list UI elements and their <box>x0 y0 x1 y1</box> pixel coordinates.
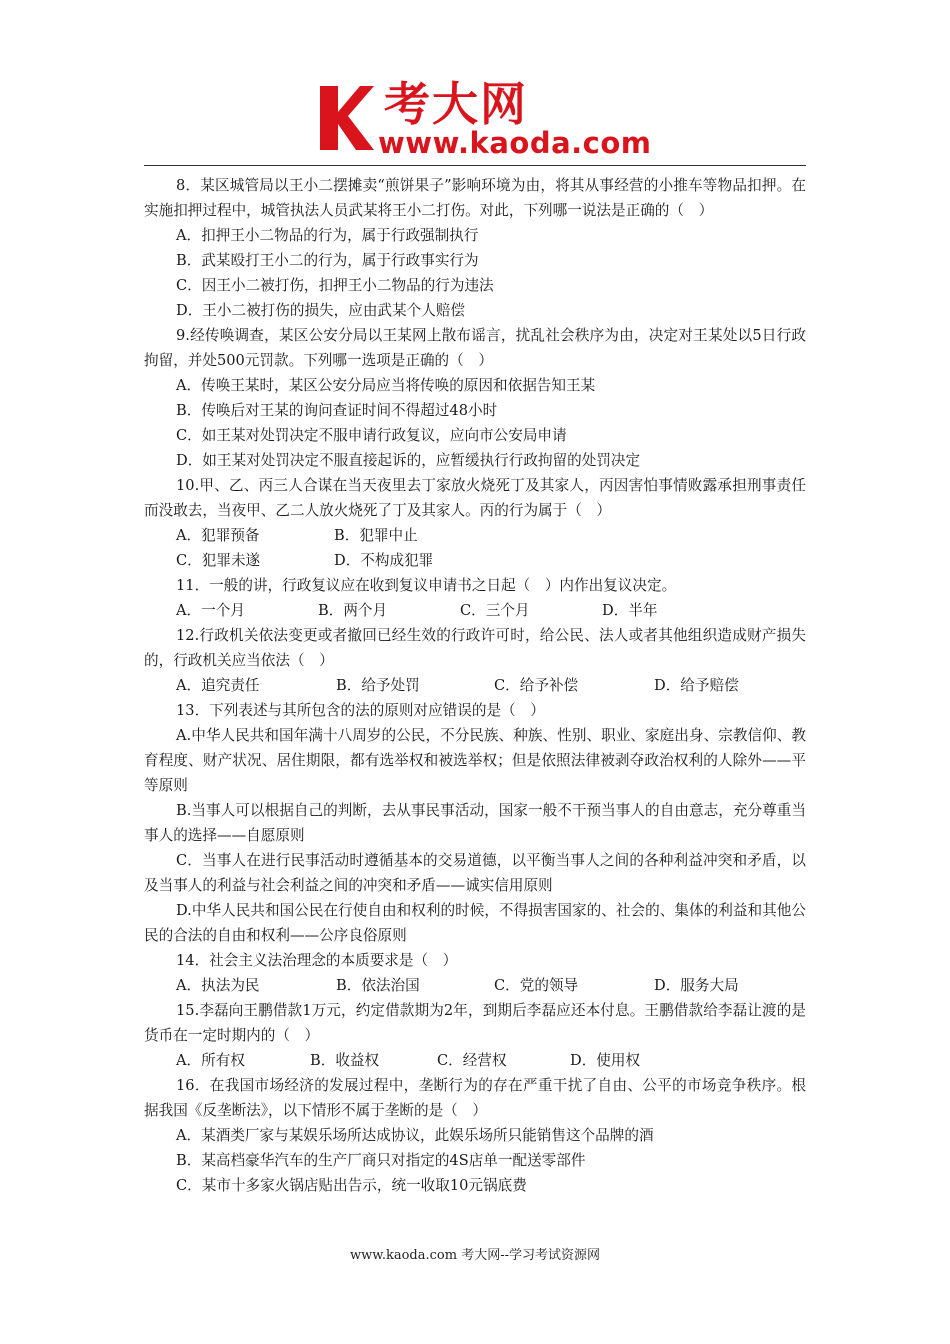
option-a: A．某酒类厂家与某娱乐场所达成协议，此娱乐场所只能销售这个品牌的酒 <box>176 1127 654 1144</box>
option-c: C．给予补偿 <box>494 677 579 694</box>
question-stem: 9.经传唤调查，某区公安分局以王某网上散布谣言，扰乱社会秩序为由，决定对王某处以5日行政拘留，并处500元罚款。下列哪一选项是正确的（ ） <box>144 327 806 369</box>
question-14 <box>144 948 806 998</box>
question-stem: 15.李磊向王鹏借款1万元，约定借款期为2年，到期后李磊应还本付息。王鹏借款给李磊让渡的是货币在一定时期内的（ ） <box>144 1002 806 1044</box>
option-a: A．执法为民 <box>176 977 260 994</box>
question-11 <box>144 573 806 623</box>
option-a: A.中华人民共和国年满十八周岁的公民，不分民族、种族、性别、职业、家庭出身、宗教信仰、教育程度、财产状况、居住期限，都有选举权和被选举权；但是依照法律被剥夺政治权利的人除外——平等原则 <box>144 727 806 794</box>
option-b: B．传唤后对王某的询问查证时间不得超过48小时 <box>176 402 498 419</box>
option-row <box>144 598 806 623</box>
option-c: C．因王小二被打伤，扣押王小二物品的行为违法 <box>176 277 494 294</box>
option-d: D．使用权 <box>570 1052 641 1069</box>
question-9 <box>144 323 806 473</box>
question-stem: 11．一般的讲，行政复议应在收到复议申请书之日起（ ）内作出复议决定。 <box>176 577 677 594</box>
option-b: B．武某殴打王小二的行为，属于行政事实行为 <box>176 252 479 269</box>
option-c: C．党的领导 <box>494 977 579 994</box>
option-b: B．某高档豪华汽车的生产厂商只对指定的4S店单一配送零部件 <box>176 1152 586 1169</box>
question-13 <box>144 698 806 948</box>
option-b: B．给予处罚 <box>336 677 420 694</box>
question-16 <box>144 1073 806 1198</box>
option-c: C．如王某对处罚决定不服申请行政复议，应向市公安局申请 <box>176 427 567 444</box>
option-c: C．某市十多家火锅店贴出告示，统一收取10元锅底费 <box>176 1177 527 1194</box>
question-stem: 8．某区城管局以王小二摆摊卖“煎饼果子”影响环境为由，将其从事经营的小推车等物品扣押。在实施扣押过程中，城管执法人员武某将王小二打伤。对此，下列哪一说法是正确的（ ） <box>144 177 806 219</box>
option-a: A．传唤王某时，某区公安分局应当将传唤的原因和依据告知王某 <box>176 377 596 394</box>
question-10 <box>144 473 806 573</box>
question-8 <box>144 173 806 323</box>
option-row <box>144 523 806 548</box>
option-a: A．追究责任 <box>176 677 260 694</box>
option-c: C．三个月 <box>460 602 530 619</box>
option-d: D．如王某对处罚决定不服直接起诉的，应暂缓执行行政拘留的处罚决定 <box>176 452 641 469</box>
option-a: A．一个月 <box>176 602 245 619</box>
option-b: B．犯罪中止 <box>334 527 418 544</box>
question-stem: 14．社会主义法治理念的本质要求是（ ） <box>176 952 458 969</box>
question-stem: 10.甲、乙、丙三人合谋在当天夜里去丁家放火烧死丁及其家人，丙因害怕事情败露承担刑事责任而没敢去，当夜甲、乙二人放火烧死了丁及其家人。丙的行为属于（ ） <box>144 477 806 519</box>
logo-url-text: www.kaoda.com <box>378 126 652 160</box>
option-d: D．不构成犯罪 <box>334 552 434 569</box>
question-15 <box>144 998 806 1073</box>
option-c: C．当事人在进行民事活动时遵循基本的交易道德，以平衡当事人之间的各种利益冲突和矛盾，以及当事人的利益与社会利益之间的冲突和矛盾——诚实信用原则 <box>144 852 806 894</box>
option-d: D．王小二被打伤的损失，应由武某个人赔偿 <box>176 302 465 319</box>
option-a: A．所有权 <box>176 1052 245 1069</box>
page-footer: www.kaoda.com 考大网--学习考试资源网 <box>350 1248 600 1263</box>
option-d: D．服务大局 <box>654 977 739 994</box>
option-row <box>144 548 806 573</box>
kaoda-k-logo-icon <box>316 82 376 154</box>
page-header <box>144 78 806 166</box>
question-stem: 12.行政机关依法变更或者撤回已经生效的行政许可时，给公民、法人或者其他组织造成财产损失的，行政机关应当依法（ ） <box>144 627 806 669</box>
header-divider <box>144 165 806 166</box>
question-stem: 16．在我国市场经济的发展过程中，垄断行为的存在严重干扰了自由、公平的市场竞争秩序。根据我国《反垄断法》，以下情形不属于垄断的是（ ） <box>144 1077 806 1119</box>
option-c: C．经营权 <box>437 1052 507 1069</box>
question-stem: 13．下列表述与其所包含的法的原则对应错误的是（ ） <box>176 702 545 719</box>
option-row <box>144 673 806 698</box>
question-12 <box>144 623 806 698</box>
option-b: B．两个月 <box>318 602 388 619</box>
question-list <box>144 173 806 1198</box>
option-c: C．犯罪未遂 <box>176 552 261 569</box>
option-a: A．扣押王小二物品的行为，属于行政强制执行 <box>176 227 479 244</box>
option-b: B．收益权 <box>310 1052 380 1069</box>
option-d: D．给予赔偿 <box>654 677 739 694</box>
option-d: D.中华人民共和国公民在行使自由和权利的时候，不得损害国家的、社会的、集体的利益和其他公民的合法的自由和权利——公序良俗原则 <box>144 902 806 944</box>
option-row <box>144 1048 806 1073</box>
option-row <box>144 973 806 998</box>
option-d: D．半年 <box>602 602 658 619</box>
option-b: B.当事人可以根据自己的判断，去从事民事活动，国家一般不干预当事人的自由意志，充分尊重当事人的选择——自愿原则 <box>144 802 806 844</box>
option-b: B．依法治国 <box>336 977 420 994</box>
logo-chinese-text: 考大网 <box>384 77 528 131</box>
option-a: A．犯罪预备 <box>176 527 260 544</box>
